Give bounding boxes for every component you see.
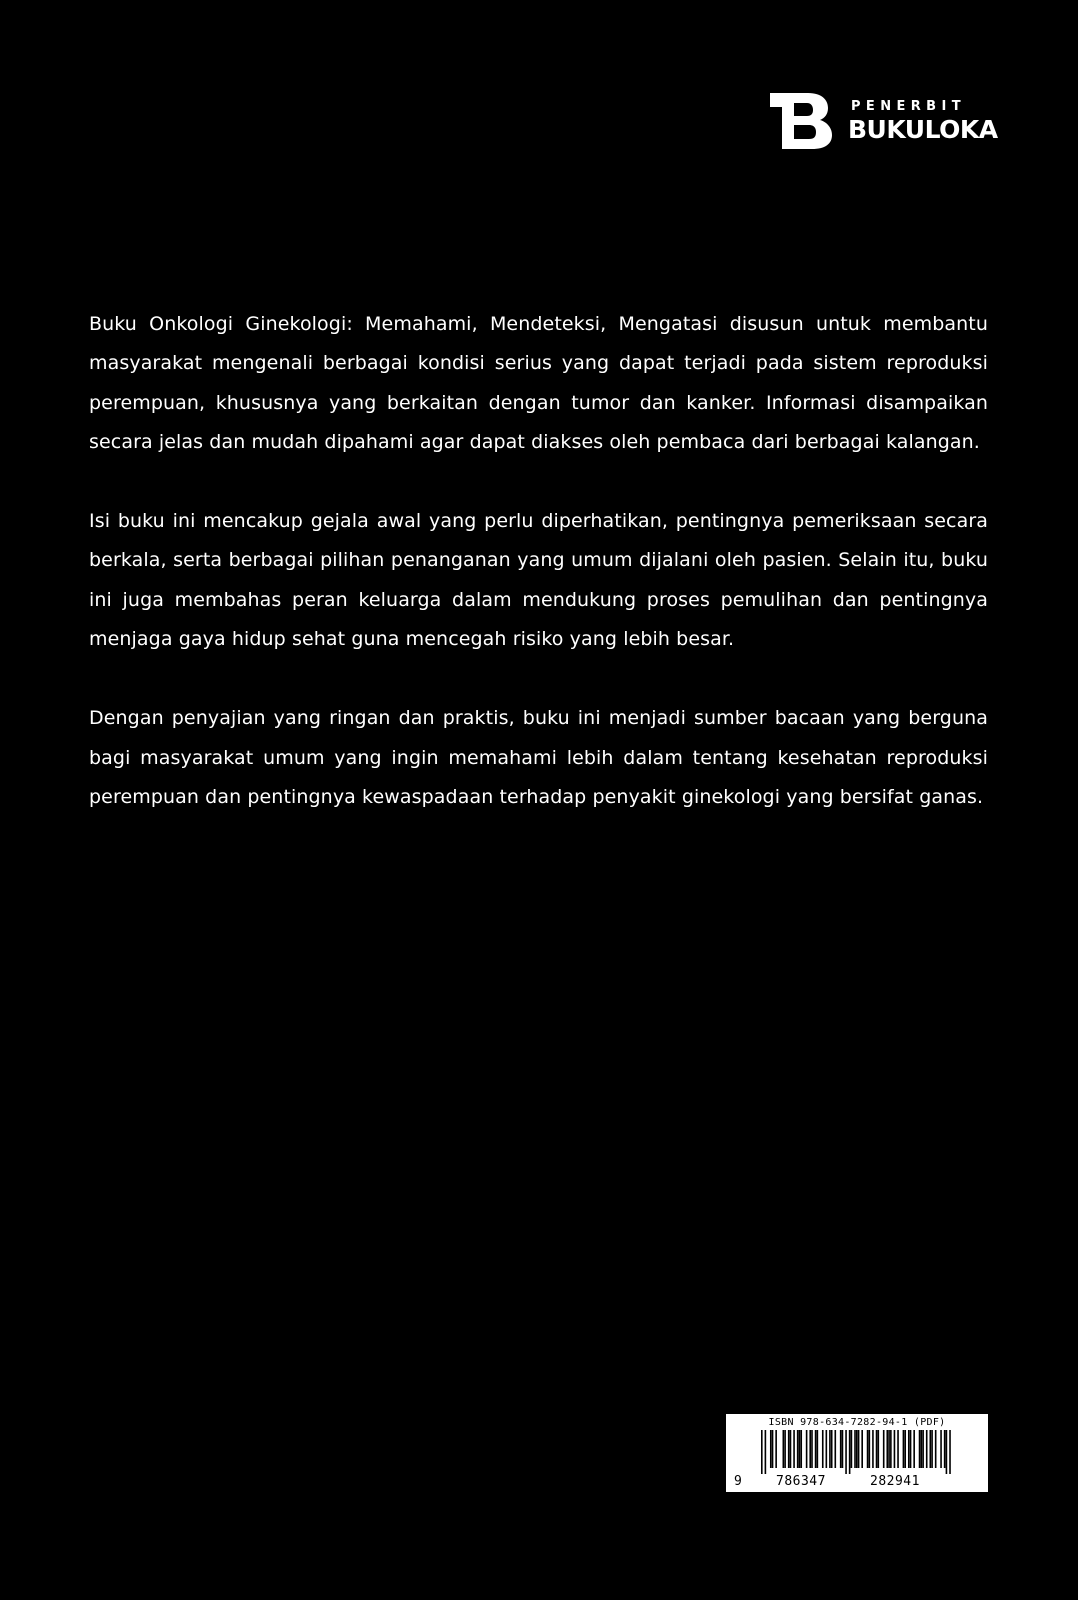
barcode-bar (817, 1430, 819, 1468)
synopsis-paragraph-2: Isi buku ini mencakup gejala awal yang perlu diperhatikan, pentingnya pemeriksaan secara berkala, serta berbagai pilihan penanganan yang umum dijalani oleh pasien. Selain itu, buku ini juga membahas peran keluarga dalam mendukung proses pemulihan dan pentingnya menjaga gaya hidup sehat guna mencegah risiko yang lebih besar. (89, 510, 988, 651)
barcode-bar (826, 1430, 828, 1468)
barcode-bar (910, 1430, 912, 1468)
barcode-bar (931, 1430, 933, 1468)
barcode-bar (849, 1430, 851, 1474)
barcode-bar (883, 1430, 885, 1468)
barcode-bar (770, 1430, 772, 1468)
isbn-barcode-box (726, 1414, 988, 1492)
barcode-bar (886, 1430, 888, 1468)
barcode-bar (806, 1430, 808, 1468)
barcode-bar (784, 1430, 786, 1468)
barcode-bar (869, 1430, 871, 1468)
isbn-digits-right: 282941 (870, 1474, 920, 1489)
synopsis-paragraph-3: Dengan penyajian yang ringan dan praktis, buku ini menjadi sumber bacaan yang berguna bagi masyarakat umum yang ingin memahami lebih dalam tentang kesehatan reproduksi perempuan dan pentingnya kewaspadaan terhadap penyakit ginekologi yang bersifat ganas. (89, 707, 988, 808)
barcode-bar (929, 1430, 931, 1468)
publisher-logo (770, 93, 998, 149)
barcode-bar (890, 1430, 892, 1468)
barcode-bar (878, 1430, 880, 1468)
barcode-bar (856, 1430, 858, 1468)
barcode-bar (861, 1430, 863, 1468)
barcode-bar (783, 1430, 785, 1468)
barcode-bar (944, 1430, 946, 1468)
barcode-bar (790, 1430, 792, 1468)
barcode-bar (800, 1430, 802, 1468)
barcode-bar (876, 1430, 878, 1468)
barcode-bar (772, 1430, 774, 1468)
barcode-bar (845, 1430, 847, 1474)
publisher-label-top: PENERBIT (851, 99, 966, 114)
isbn-digit-first: 9 (734, 1474, 743, 1489)
barcode-bar (903, 1430, 905, 1468)
barcode-bar (921, 1430, 923, 1468)
barcode-bar (775, 1430, 777, 1468)
barcode-bar (894, 1430, 896, 1468)
isbn-digits-left: 786347 (776, 1474, 826, 1489)
barcode-bar (867, 1430, 869, 1468)
barcode-bar (897, 1430, 899, 1468)
barcode-bar (946, 1430, 948, 1474)
barcode-bar (922, 1430, 924, 1468)
barcode-bar (904, 1430, 906, 1468)
barcode-bar (888, 1430, 890, 1468)
barcode-bar (822, 1430, 824, 1468)
barcode-bar (919, 1430, 921, 1468)
barcode-bar (913, 1430, 915, 1468)
isbn-label: ISBN 978-634-7282-94-1 (PDF) (768, 1417, 946, 1428)
publisher-name: BUKULOKA (848, 115, 998, 144)
publisher-b-logo-icon (770, 93, 832, 149)
barcode-bar (842, 1430, 844, 1468)
barcode-bar (831, 1430, 833, 1468)
barcode-bar (761, 1430, 763, 1474)
barcode-bar (797, 1430, 799, 1468)
barcode-bar (834, 1430, 836, 1468)
barcode-bar (799, 1430, 801, 1468)
barcode-bar (935, 1430, 937, 1468)
barcode-bar (793, 1430, 795, 1468)
barcode-bar (940, 1430, 942, 1468)
barcode-bar (811, 1430, 813, 1468)
barcode-bar (926, 1430, 928, 1468)
barcode-bar (908, 1430, 910, 1468)
barcode-icon (761, 1430, 951, 1474)
barcode-bar (815, 1430, 817, 1468)
barcode-bar (872, 1430, 874, 1468)
barcode-bar (949, 1430, 951, 1474)
barcode-bar (765, 1430, 767, 1474)
barcode-bar (788, 1430, 790, 1468)
synopsis-paragraph-1: Buku Onkologi Ginekologi: Memahami, Mendeteksi, Mengatasi disusun untuk membantu masyarakat mengenali berbagai kondisi serius yang dapat terjadi pada sistem reproduksi perempuan, khususnya yang berkaitan dengan tumor dan kanker. Informasi disampaikan secara jelas dan mudah dipahami agar dapat diakses oleh pembaca dari berbagai kalangan. (89, 313, 988, 453)
barcode-bar (829, 1430, 831, 1468)
barcode-bar (840, 1430, 842, 1468)
synopsis (89, 305, 988, 857)
barcode-bar (851, 1430, 853, 1468)
barcode-bar (809, 1430, 811, 1468)
barcode-bar (858, 1430, 860, 1468)
barcode-bar (854, 1430, 856, 1468)
